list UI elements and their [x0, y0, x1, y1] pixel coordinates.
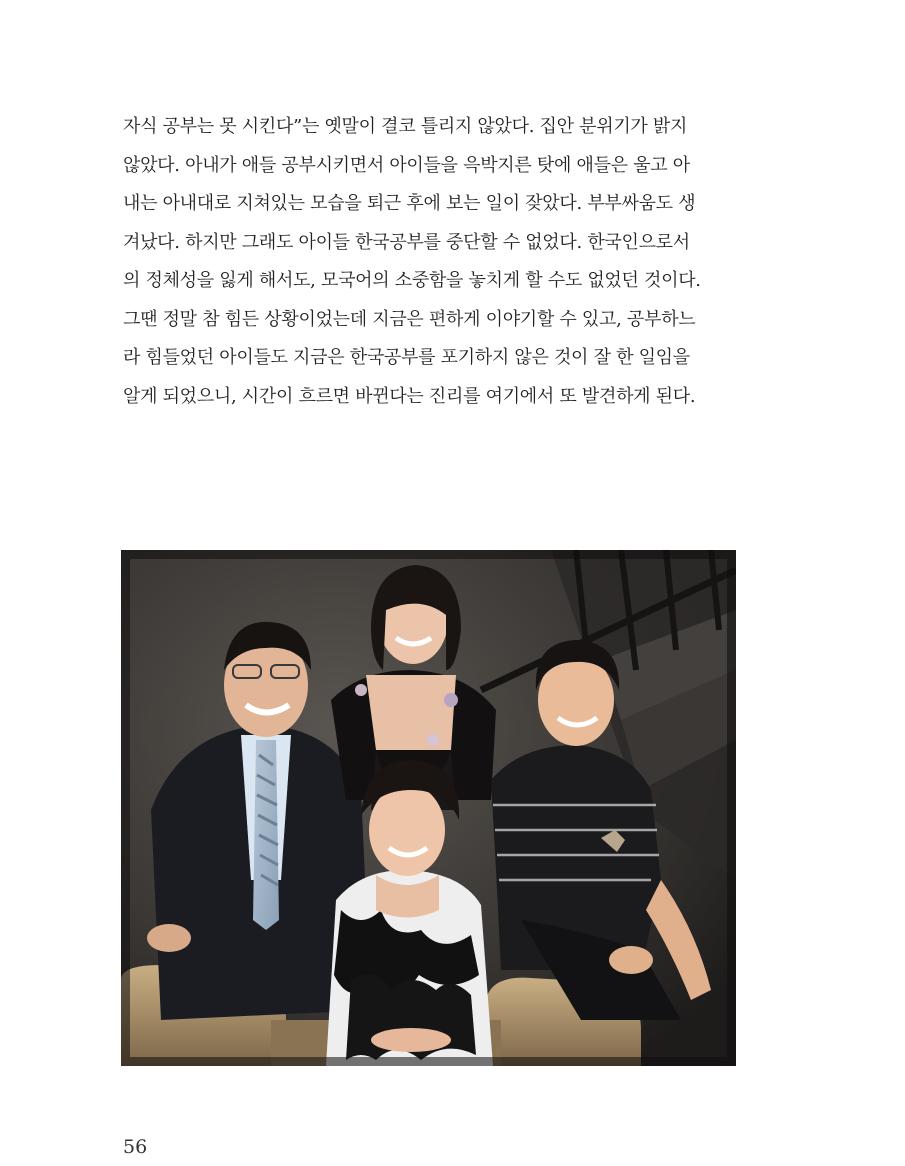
text-line: 않았다. 아내가 애들 공부시키면서 아이들을 윽박지른 탓에 애들은 울고 아	[123, 154, 690, 176]
text-line: 자식 공부는 못 시킨다”는 옛말이 결코 틀리지 않았다. 집안 분위기가 밝지	[123, 116, 688, 137]
body-paragraph	[123, 108, 753, 416]
text-line: 내는 아내대로 지쳐있는 모습을 퇴근 후에 보는 일이 잦았다. 부부싸움도 생	[123, 193, 696, 214]
family-photo-illustration	[121, 550, 736, 1066]
text-line: 알게 되었으니, 시간이 흐르면 바뀐다는 진리를 여기에서 또 발견하게 된다.	[123, 385, 696, 407]
page-number: 56	[123, 1136, 148, 1158]
family-photo	[121, 550, 736, 1066]
text-line: 겨났다. 하지만 그래도 아이들 한국공부를 중단할 수 없었다. 한국인으로서	[123, 231, 690, 253]
text-line: 그땐 정말 참 힘든 상황이었는데 지금은 편하게 이야기할 수 있고, 공부하느	[123, 308, 696, 330]
text-line: 의 정체성을 잃게 해서도, 모국어의 소중함을 놓치게 할 수도 없었던 것이다.	[123, 270, 701, 291]
text-line: 라 힘들었던 아이들도 지금은 한국공부를 포기하지 않은 것이 잘 한 일임을	[123, 347, 690, 368]
